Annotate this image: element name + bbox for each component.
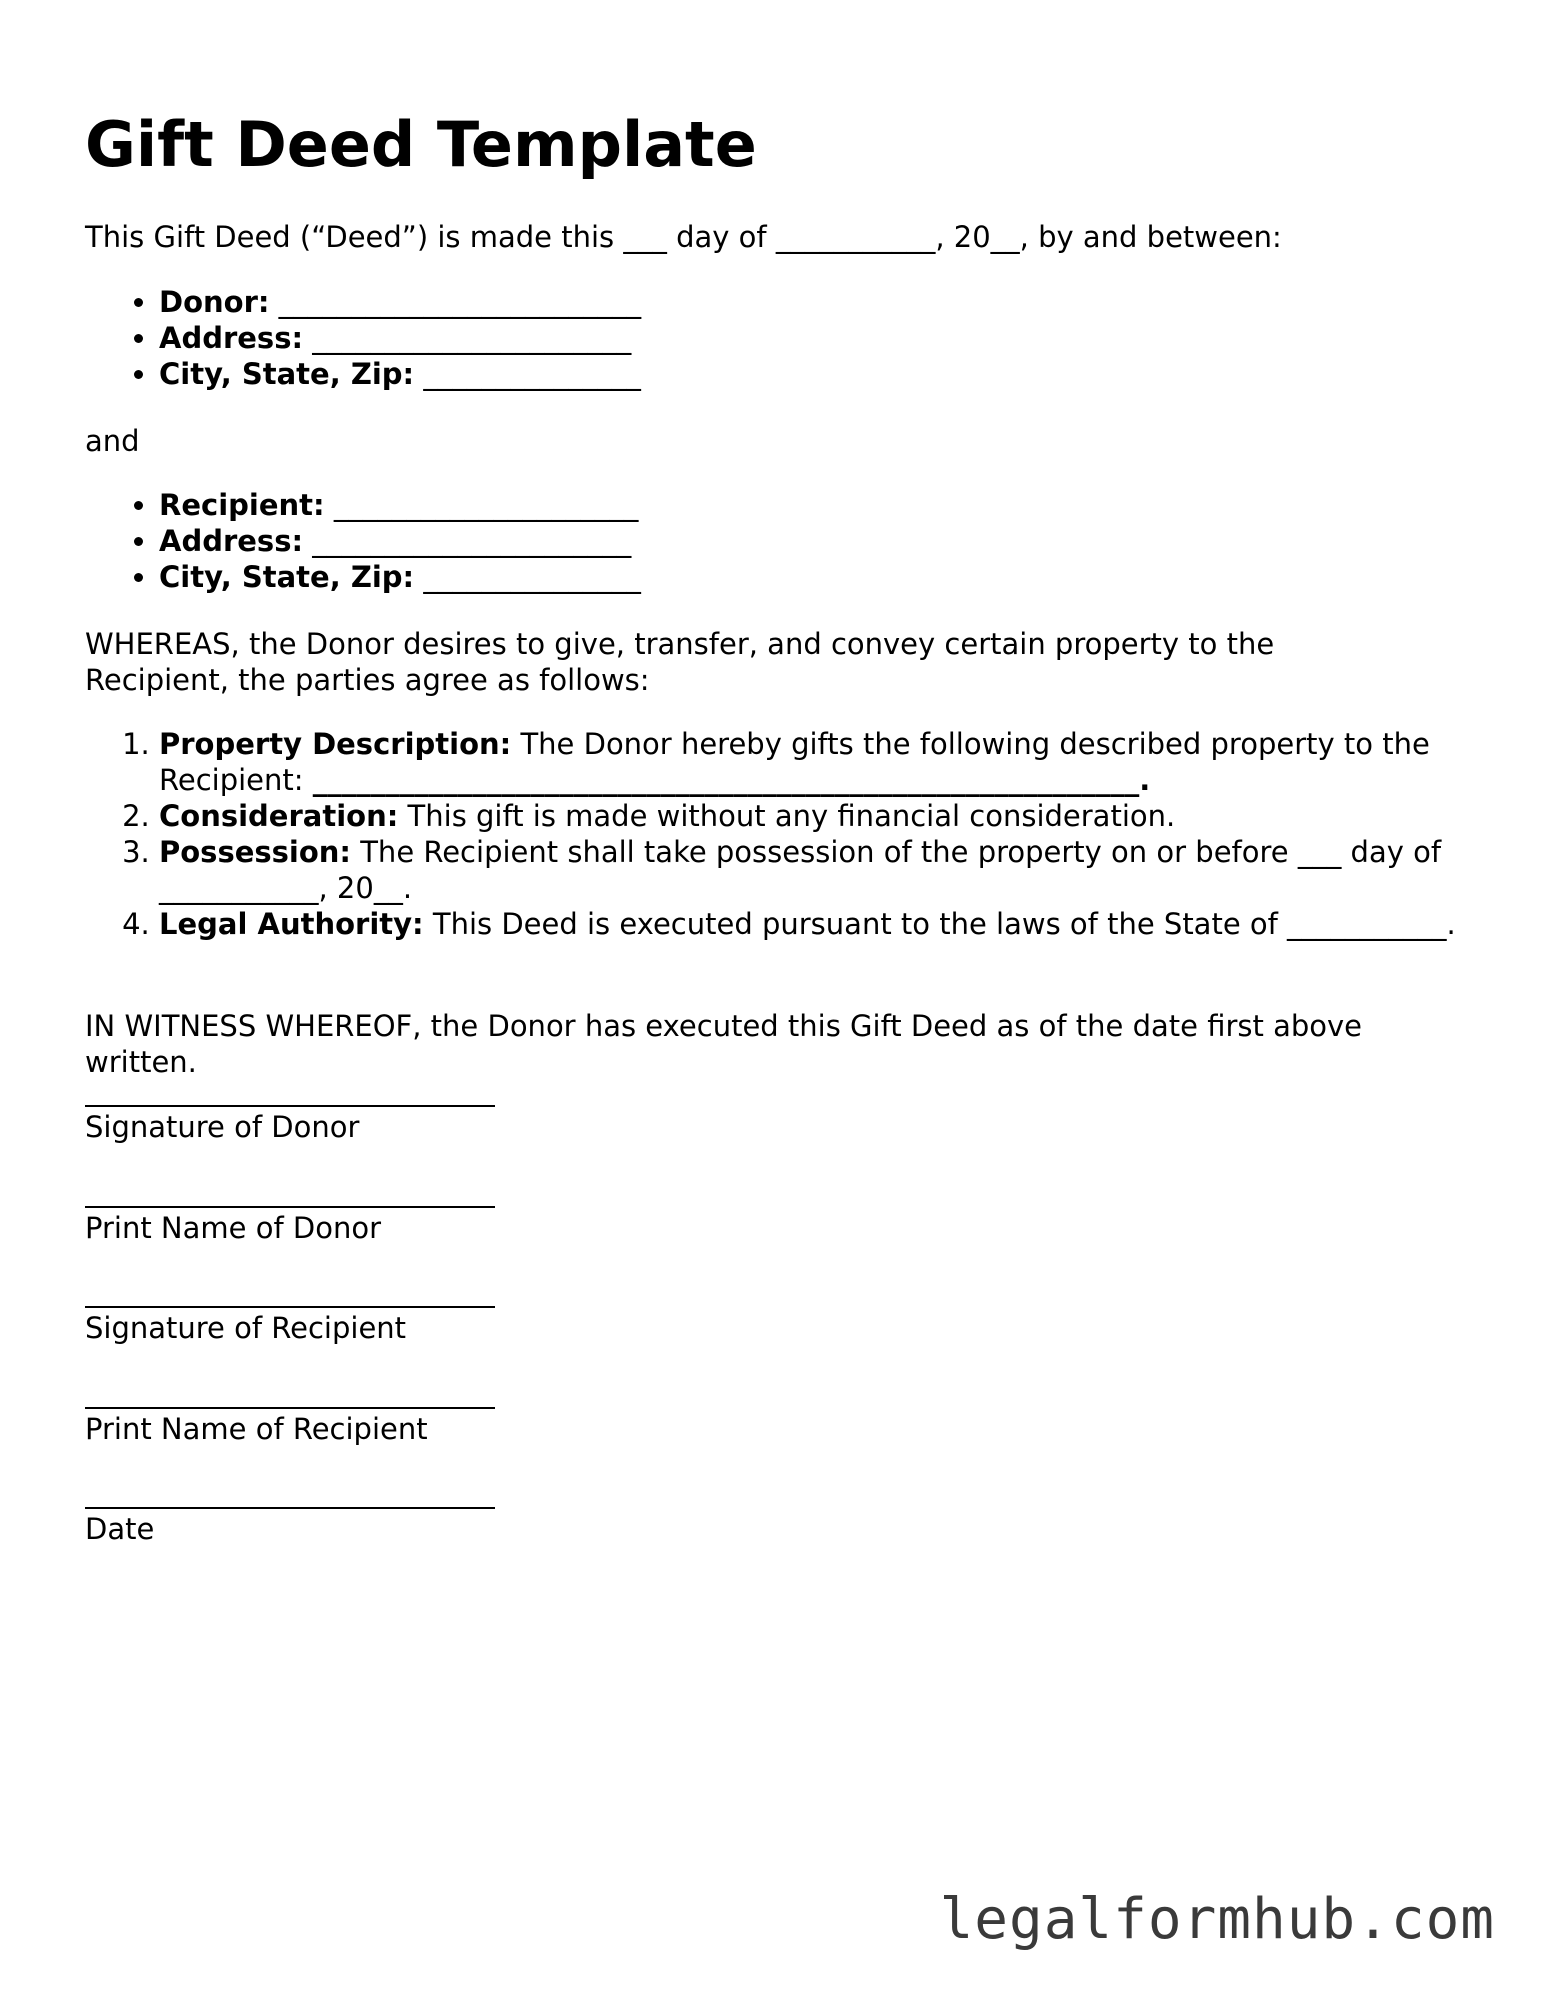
donor-name-field (159, 284, 641, 320)
signature-line (85, 1306, 495, 1308)
print-name-block-recipient (85, 1407, 495, 1447)
clauses-list (85, 726, 1539, 942)
signature-label: Print Name of Recipient (85, 1412, 428, 1446)
intro-paragraph: This Gift Deed (“Deed”) is made this ___ day of ___________, 20__, by and between: (85, 220, 1282, 254)
recipient-address-field (159, 523, 641, 559)
signature-line (85, 1105, 495, 1107)
clause-text: This gift is made without any financial consideration. (398, 799, 1176, 833)
clause-label: Possession: (159, 835, 351, 869)
clause-consideration (159, 798, 1539, 834)
signature-line (85, 1507, 495, 1509)
field-blank: _______________ (414, 357, 641, 391)
date-block (85, 1507, 495, 1547)
field-label: Address: (159, 321, 304, 355)
field-blank: _______________ (414, 560, 641, 594)
clause-legal-authority (159, 906, 1539, 942)
clause-text: The Recipient shall take possession of the property on or before ___ day of ___________, 20__. (159, 835, 1442, 905)
donor-fields-list (85, 284, 641, 392)
donor-city-state-zip-field (159, 356, 641, 392)
clause-label: Legal Authority: (159, 907, 424, 941)
signature-block-donor (85, 1105, 495, 1145)
field-label: City, State, Zip: (159, 560, 415, 594)
whereas-paragraph: WHEREAS, the Donor desires to give, transfer, and convey certain property to the Recipient, the parties agree as follows: (85, 627, 1275, 697)
field-blank: _________________________ (269, 285, 642, 319)
clause-label: Property Description: (159, 727, 512, 761)
field-label: Recipient: (159, 488, 325, 522)
page-title: Gift Deed Template (85, 108, 757, 181)
clause-blank: _________________________________________________________. (312, 763, 1151, 797)
field-blank: ______________________ (303, 524, 632, 558)
signature-label: Signature of Donor (85, 1110, 360, 1144)
signature-label: Date (85, 1512, 155, 1546)
signature-block-recipient (85, 1306, 495, 1346)
site-watermark: legalformhub.com (939, 1887, 1495, 1952)
field-label: Donor: (159, 285, 270, 319)
field-label: City, State, Zip: (159, 357, 415, 391)
field-blank: ______________________ (303, 321, 632, 355)
clause-possession (159, 834, 1539, 906)
field-blank: _____________________ (324, 488, 639, 522)
clause-label: Consideration: (159, 799, 399, 833)
clause-text: This Deed is executed pursuant to the laws of the State of ___________. (423, 907, 1456, 941)
field-label: Address: (159, 524, 304, 558)
print-name-block-donor (85, 1206, 495, 1246)
clause-text: The Donor hereby gifts the following described property to the Recipient: (159, 727, 1430, 797)
signature-label: Print Name of Donor (85, 1211, 381, 1245)
signature-line (85, 1407, 495, 1409)
clause-property-description (159, 726, 1539, 798)
signature-line (85, 1206, 495, 1208)
recipient-name-field (159, 487, 641, 523)
recipient-city-state-zip-field (159, 559, 641, 595)
witness-paragraph: IN WITNESS WHEREOF, the Donor has executed this Gift Deed as of the date first above written. (85, 1009, 1363, 1079)
signature-label: Signature of Recipient (85, 1311, 407, 1345)
recipient-fields-list (85, 487, 641, 595)
and-text: and (85, 424, 140, 458)
donor-address-field (159, 320, 641, 356)
